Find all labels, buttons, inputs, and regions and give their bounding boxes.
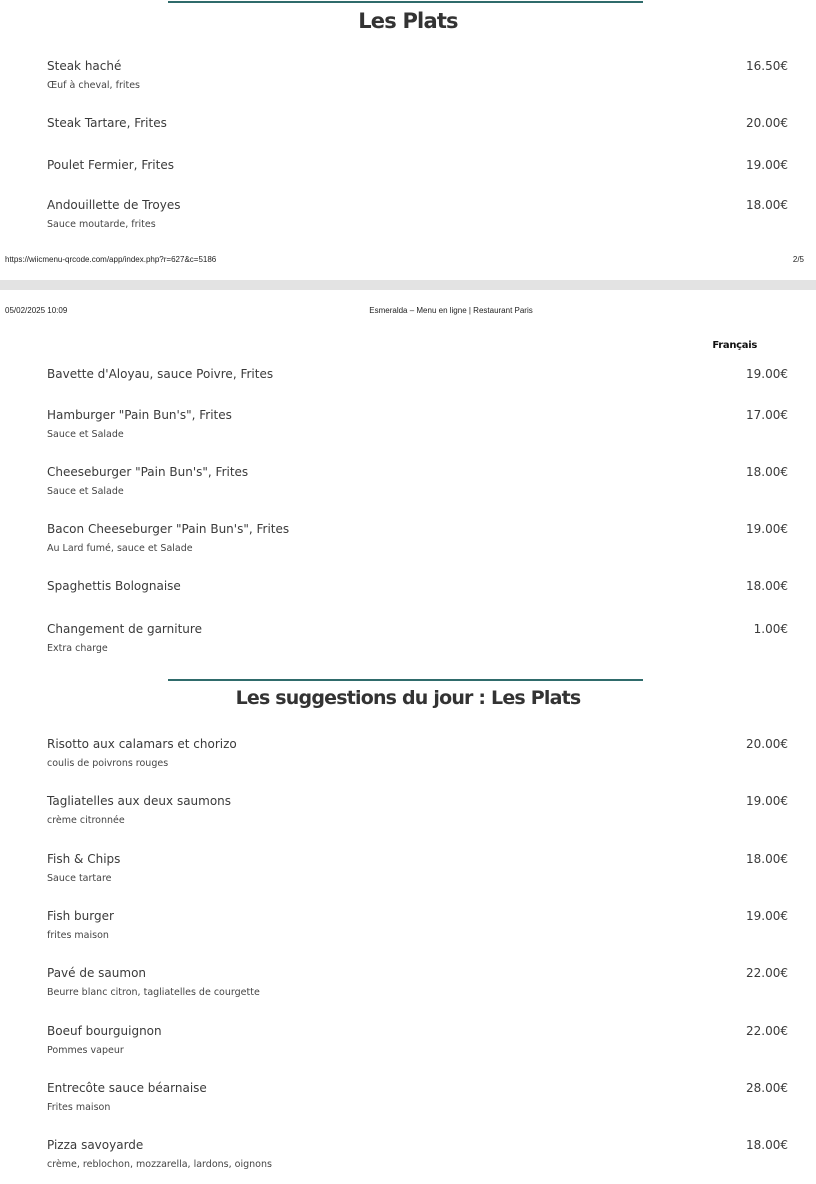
menu-item-name: Pizza savoyarde	[47, 1138, 144, 1152]
menu-item-price: 17.00€	[746, 408, 788, 422]
menu-item-name: Andouillette de Troyes	[47, 198, 181, 212]
menu-item-description: Œuf à cheval, frites	[47, 80, 141, 91]
menu-item-name: Entrecôte sauce béarnaise	[47, 1081, 207, 1095]
menu-item-description: Frites maison	[47, 1102, 111, 1113]
print-footer-page-number: 2/5	[792, 255, 804, 264]
menu-item-price: 1.00€	[753, 622, 788, 636]
menu-item-price: 22.00€	[746, 1024, 788, 1038]
menu-item-price: 19.00€	[746, 158, 788, 172]
menu-item-name: Poulet Fermier, Frites	[47, 158, 174, 172]
menu-item-price: 20.00€	[746, 116, 788, 130]
print-header-title: Esmeralda – Menu en ligne | Restaurant Paris	[369, 306, 533, 315]
print-page-3	[0, 290, 816, 1184]
menu-item-name: Risotto aux calamars et chorizo	[47, 737, 237, 751]
menu-item-price: 18.00€	[746, 198, 788, 212]
menu-item-description: Sauce et Salade	[47, 429, 124, 440]
menu-item-name: Fish & Chips	[47, 852, 121, 866]
menu-item-name: Steak haché	[47, 59, 122, 73]
menu-item-name: Tagliatelles aux deux saumons	[47, 794, 232, 808]
menu-item-name: Fish burger	[47, 909, 114, 923]
print-footer-url: https://wiicmenu-qrcode.com/app/index.php?r=627&c=5186	[5, 255, 217, 264]
menu-item-description: frites maison	[47, 930, 109, 941]
menu-item-name: Bacon Cheeseburger "Pain Bun's", Frites	[47, 522, 290, 536]
section-title: Les Plats	[358, 9, 458, 33]
section-title: Les suggestions du jour : Les Plats	[235, 687, 581, 709]
menu-item-name: Bavette d'Aloyau, sauce Poivre, Frites	[47, 367, 274, 381]
menu-item-price: 18.00€	[746, 852, 788, 866]
menu-item-name: Hamburger "Pain Bun's", Frites	[47, 408, 232, 422]
menu-item-name: Changement de garniture	[47, 622, 202, 636]
menu-item-price: 28.00€	[746, 1081, 788, 1095]
print-page-2	[0, 0, 816, 280]
menu-item-price: 19.00€	[746, 909, 788, 923]
menu-item-description: Beurre blanc citron, tagliatelles de courgette	[47, 987, 260, 998]
menu-item-name: Cheeseburger "Pain Bun's", Frites	[47, 465, 249, 479]
language-selector[interactable]: Français	[712, 340, 757, 351]
menu-item-name: Spaghettis Bolognaise	[47, 579, 181, 593]
menu-item-price: 19.00€	[746, 367, 788, 381]
menu-item-description: coulis de poivrons rouges	[47, 758, 169, 769]
menu-item-description: Extra charge	[47, 643, 108, 654]
menu-item-description: Sauce tartare	[47, 873, 112, 884]
menu-item-description: Sauce et Salade	[47, 486, 124, 497]
page-separator	[0, 280, 816, 290]
menu-item-description: crème citronnée	[47, 815, 125, 826]
section-divider	[168, 679, 643, 681]
menu-item-description: Au Lard fumé, sauce et Salade	[47, 543, 193, 554]
menu-item-name: Steak Tartare, Frites	[47, 116, 167, 130]
menu-item-description: Pommes vapeur	[47, 1045, 124, 1056]
menu-item-price: 16.50€	[746, 59, 788, 73]
menu-item-price: 22.00€	[746, 966, 788, 980]
menu-item-price: 19.00€	[746, 794, 788, 808]
print-header-date: 05/02/2025 10:09	[5, 306, 68, 315]
menu-item-description: Sauce moutarde, frites	[47, 219, 156, 230]
menu-item-name: Pavé de saumon	[47, 966, 147, 980]
menu-item-price: 18.00€	[746, 465, 788, 479]
menu-item-price: 19.00€	[746, 522, 788, 536]
section-divider	[168, 1, 643, 3]
menu-item-price: 18.00€	[746, 1138, 788, 1152]
menu-item-description: crème, reblochon, mozzarella, lardons, oignons	[47, 1159, 272, 1170]
menu-item-price: 18.00€	[746, 579, 788, 593]
menu-item-price: 20.00€	[746, 737, 788, 751]
menu-item-name: Boeuf bourguignon	[47, 1024, 162, 1038]
